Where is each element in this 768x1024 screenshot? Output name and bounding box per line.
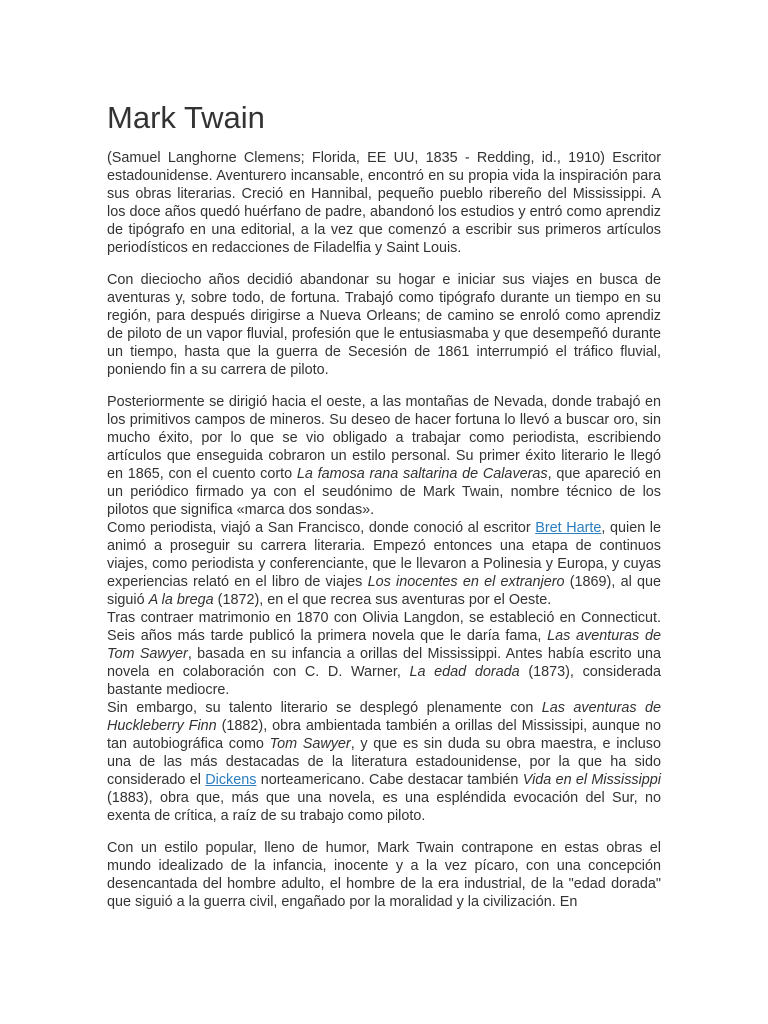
book-title: Tom Sawyer: [269, 736, 351, 752]
book-title: Las aventuras de Huckleberry Finn: [107, 700, 662, 734]
page-title: Mark Twain: [107, 100, 265, 135]
book-title: La edad dorada: [409, 664, 520, 680]
paragraph-style: Con un estilo popular, lleno de humor, Mark Twain contrapone en estas obras el mundo idealizado de la infancia, inocente y a la vez pícaro, con una concepción desencantada del hombre adulto, el hombre de la era industrial, de la "edad dorada" que siguió a la guerra civil, engañado por la moralidad y la civilización. En: [107, 840, 661, 910]
paragraph-text: Tras contraer matrimonio en 1870 con Olivia Langdon, se estableció en Connecticut. Seis años más tarde publicó la primera novela que le daría fama,: [107, 610, 661, 644]
paragraph-huckleberry: [107, 699, 661, 825]
paragraph-youth: Con dieciocho años decidió abandonar su hogar e iniciar sus viajes en busca de aventuras y, sobre todo, de fortuna. Trabajó como tipógrafo durante un tiempo en su región, para después dirigirse a Nueva Orleans; de camino se enroló como aprendiz de piloto de un vapor fluvial, profesión que le entusiasmaba y que desempeñó durante un tiempo, hasta que la guerra de Secesión de 1861 interrumpió el tráfico fluvial, poniendo fin a su carrera de piloto.: [107, 272, 661, 378]
paragraph-text: (1873), considerada bastante mediocre.: [107, 664, 662, 698]
book-title: La famosa rana saltarina de Calaveras: [296, 466, 548, 482]
paragraph-west: [107, 393, 661, 519]
paragraph-journalist: [107, 519, 661, 609]
article: [107, 98, 661, 911]
paragraph-text: , basada en su infancia a orillas del Mississippi. Antes había escrito una novela en colaboración con C. D. Warner,: [107, 646, 661, 680]
paragraph-text: (1872), en el que recrea sus aventuras por el Oeste.: [213, 592, 552, 608]
paragraph-text: norteamericano. Cabe destacar también: [256, 772, 523, 788]
paragraph-text: Sin embargo, su talento literario se desplegó plenamente con: [107, 700, 542, 716]
paragraph-text: (1869), al que siguió: [107, 574, 662, 608]
paragraph-text: , quien le animó a proseguir su carrera literaria. Empezó entonces una etapa de continuos viajes, como periodista y conferenciante, que le llevaron a Polinesia y Europa, y cuyas experiencias relató en el libro de viajes: [107, 520, 661, 590]
book-title: A la brega: [148, 592, 214, 608]
paragraph-text: , y que es sin duda su obra maestra, e incluso una de las más destacadas de la literatura estadounidense, por la que ha sido considerado el: [107, 736, 661, 788]
paragraph-text: Posteriormente se dirigió hacia el oeste, a las montañas de Nevada, donde trabajó en los primitivos campos de mineros. Su deseo de hacer fortuna lo llevó a buscar oro, sin mucho éxito, por lo que se vio obligado a trabajar como periodista, escribiendo artículos que enseguida cobraron un estilo personal. Su primer éxito literario le llegó en 1865, con el cuento corto: [107, 394, 661, 482]
paragraph-text: (1882), obra ambientada también a orillas del Mississipi, aunque no tan autobiográfica como: [107, 718, 661, 752]
bret-harte-link[interactable]: Bret Harte: [535, 520, 602, 536]
dickens-link[interactable]: Dickens: [205, 772, 257, 788]
paragraph-marriage: [107, 609, 661, 699]
book-title: Los inocentes en el extranjero: [367, 574, 565, 590]
paragraph-text: Como periodista, viajó a San Francisco, donde conoció al escritor: [107, 520, 536, 536]
paragraph-intro: (Samuel Langhorne Clemens; Florida, EE UU, 1835 - Redding, id., 1910) Escritor estadounidense. Aventurero incansable, encontró en su propia vida la inspiración para sus obras literarias. Creció en Hannibal, pequeño pueblo ribereño del Mississippi. A los doce años quedó huérfano de padre, abandonó los estudios y entró como aprendiz de tipógrafo en una editorial, a la vez que comenzó a escribir sus primeros artículos periodísticos en redacciones de Filadelfia y Saint Louis.: [107, 150, 661, 256]
book-title: Vida en el Mississippi: [522, 772, 661, 788]
paragraph-text: , que apareció en un periódico firmado ya con el seudónimo de Mark Twain, nombre técnico de los pilotos que significa «marca dos sondas».: [107, 466, 661, 518]
paragraph-text: (1883), obra que, más que una novela, es una espléndida evocación del Sur, no exenta de crítica, a raíz de su trabajo como piloto.: [107, 790, 661, 824]
book-title: Las aventuras de Tom Sawyer: [107, 628, 662, 662]
